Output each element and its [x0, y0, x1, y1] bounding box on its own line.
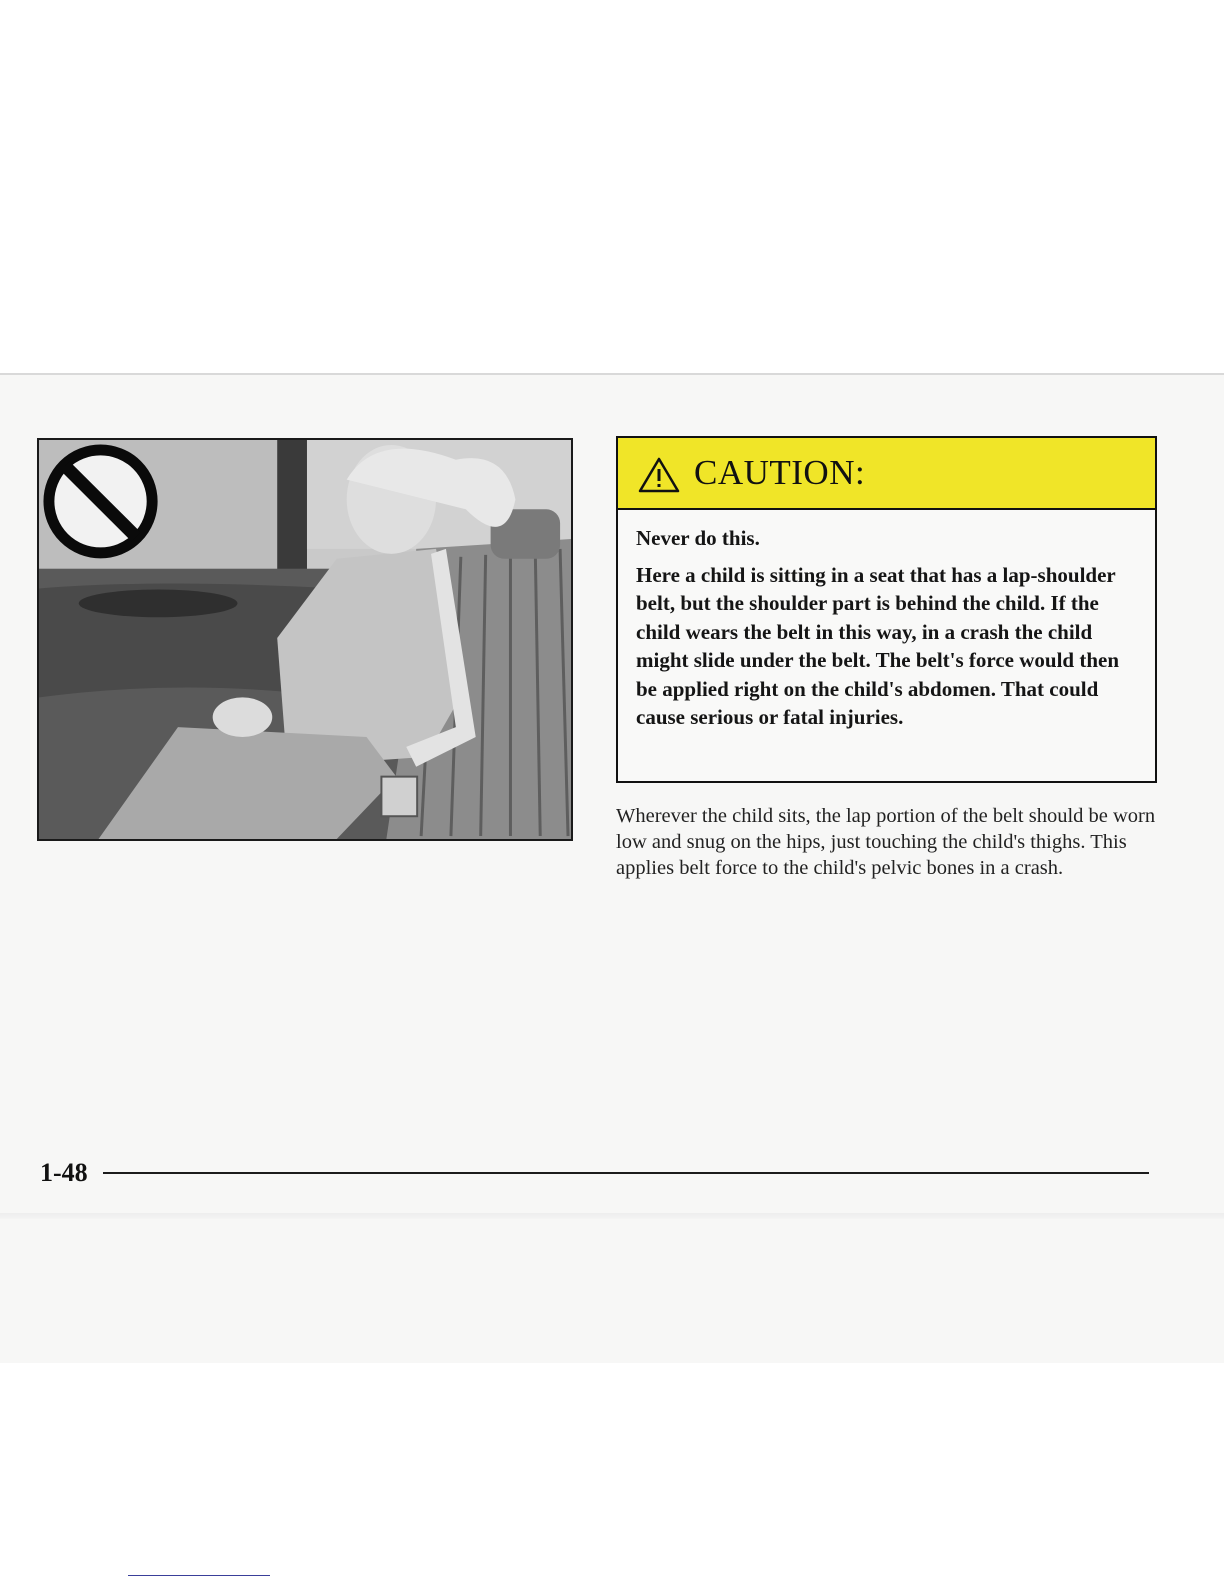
page-edge [0, 1213, 1224, 1219]
page-number: 1-48 [40, 1158, 88, 1187]
body-paragraph: Wherever the child sits, the lap portion of the belt should be worn low and snug on the hips, just touching the child's thighs. This applies belt force to the child's pelvic bones in a crash. [616, 805, 1156, 879]
child-incorrect-belt-illustration [37, 438, 573, 841]
footer-rule [103, 1172, 1149, 1174]
warning-triangle-icon [638, 456, 680, 494]
prohibited-icon [49, 450, 152, 553]
caution-text: Here a child is sitting in a seat that has a lap-shoulder belt, but the shoulder part is behind the child. If the child wears the belt in this way, in a crash the child might slide under the belt. The belt's force would then be applied right on the child's abdomen. That could cause serious or fatal injuries. [636, 562, 1120, 729]
caution-lead: Never do this. [636, 526, 760, 550]
illustration-drawing [39, 440, 571, 839]
caution-box [616, 436, 1157, 783]
stray-rule [128, 1575, 270, 1576]
caution-body [618, 510, 1155, 732]
caution-title: CAUTION: [694, 453, 866, 492]
caution-header [618, 438, 1155, 510]
